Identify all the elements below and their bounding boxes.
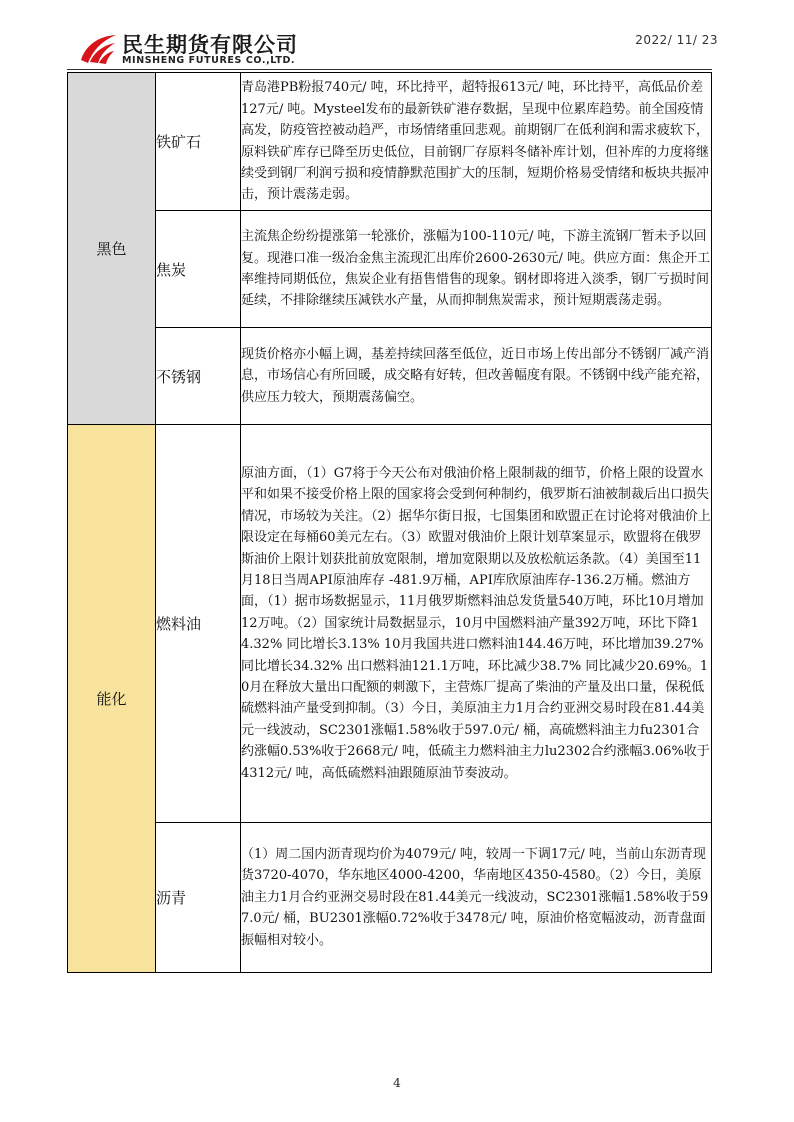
commodity-commentary: 原油方面，（1）G7将于今天公布对俄油价格上限制裁的细节，价格上限的设置水平和如果不接受价格上限的国家将会受到何种制约，俄罗斯石油被制裁后出口损失情况，市场较为关注。（2）据华尔街日报，七国集团和欧盟正在讨论将对俄油价上限设定在每桶60美元左右。（3）欧盟对俄油价上限计划草案显示，欧盟将在俄罗斯油价上限计划获批前放宽限制，增加宽限期以及放松航运条款。（4）美国至11月18日当周API原油库存 -481.9万桶，API库欣原油库存-136.2万桶。燃油方面，（1）据市场数据显示，11月俄罗斯燃料油总发货量540万吨，环比10月增加12万吨。（2）国家统计局数据显示，10月中国燃料油产量392万吨，环比下降14.32% 同比增长3.13% 10月我国共进口燃料油144.46万吨，环比增加39.27% 同比增长34.32% 出口燃料油121.1万吨，环比减少38.7% 同比减少20.69%。10月在释放大量出口配额的刺激下，主营炼厂提高了柴油的产量及出口量，保税低硫燃料油产量受到抑制。（3）今日，美原油主力1月合约亚洲交易时段在81.44美元一线波动，SC2301涨幅1.58%收于597.0元/ 桶，高硫燃料油主力fu2301合约涨幅0.53%收于2668元/ 吨，低硫主力燃料油主力lu2302合约涨幅3.06%收于4312元/ 吨，高低硫燃料油跟随原油节奏波动。 [241, 425, 712, 823]
commodity-commentary: 青岛港PB粉报740元/ 吨，环比持平，超特报613元/ 吨，环比持平，高低品价差127元/ 吨。Mysteel发布的最新铁矿港存数据，呈现中位累库趋势。前全国疫情高发，防疫管控被动趋严，市场情绪重回悲观。前期钢厂在低利润和需求疲软下，原料铁矿库存已降至历史低位，目前钢厂存原料冬储补库计划，但补库的力度将继续受到钢厂利润亏损和疫情静默范围扩大的压制，短期价格易受情绪和板块共振冲击，预计震荡走弱。 [241, 73, 712, 211]
minsheng-logo-icon [78, 30, 118, 66]
company-name-en: MINSHENG FUTURES CO.,LTD. [122, 55, 296, 66]
commodity-name: 沥青 [156, 823, 241, 973]
header-divider [67, 69, 712, 70]
commodity-commentary: （1）周二国内沥青现均价为4079元/ 吨，较周一下调17元/ 吨，当前山东沥青现货3720-4070，华东地区4000-4200，华南地区4350-4580。（2）今日，美原油主力1月合约亚洲交易时段在81.44美元一线波动，SC2301涨幅1.58%收于597.0元/ 桶，BU2301涨幅0.72%收于3478元/ 吨，原油价格宽幅波动，沥青盘面振幅相对较小。 [241, 823, 712, 973]
commodity-name: 不锈钢 [156, 328, 241, 425]
table-row [68, 73, 712, 211]
category-cell: 黑色 [68, 73, 156, 425]
commodity-name: 铁矿石 [156, 73, 241, 211]
commodity-name: 燃料油 [156, 425, 241, 823]
company-name-cn: 民生期货有限公司 [122, 33, 298, 57]
commodity-name: 焦炭 [156, 211, 241, 328]
report-date: 2022/ 11/ 23 [635, 33, 718, 47]
category-cell: 能化 [68, 425, 156, 973]
table-row [68, 328, 712, 425]
commodity-table [67, 72, 712, 973]
commodity-commentary: 现货价格亦小幅上调，基差持续回落至低位，近日市场上传出部分不锈钢厂减产消息，市场信心有所回暖，成交略有好转，但改善幅度有限。不锈钢中线产能充裕，供应压力较大，预期震荡偏空。 [241, 328, 712, 425]
commodity-commentary: 主流焦企纷纷提涨第一轮涨价，涨幅为100-110元/ 吨，下游主流钢厂暂未予以回复。现港口准一级冶金焦主流现汇出库价2600-2630元/ 吨。供应方面：焦企开工率维持同期低位，焦炭企业有捂售惜售的现象。钢材即将进入淡季，钢厂亏损时间延续，不排除继续压减铁水产量，从而抑制焦炭需求，预计短期震荡走弱。 [241, 211, 712, 328]
page-header [0, 0, 794, 70]
table-row [68, 425, 712, 823]
table-row [68, 211, 712, 328]
page-number: 4 [393, 1076, 401, 1090]
table-row [68, 823, 712, 973]
